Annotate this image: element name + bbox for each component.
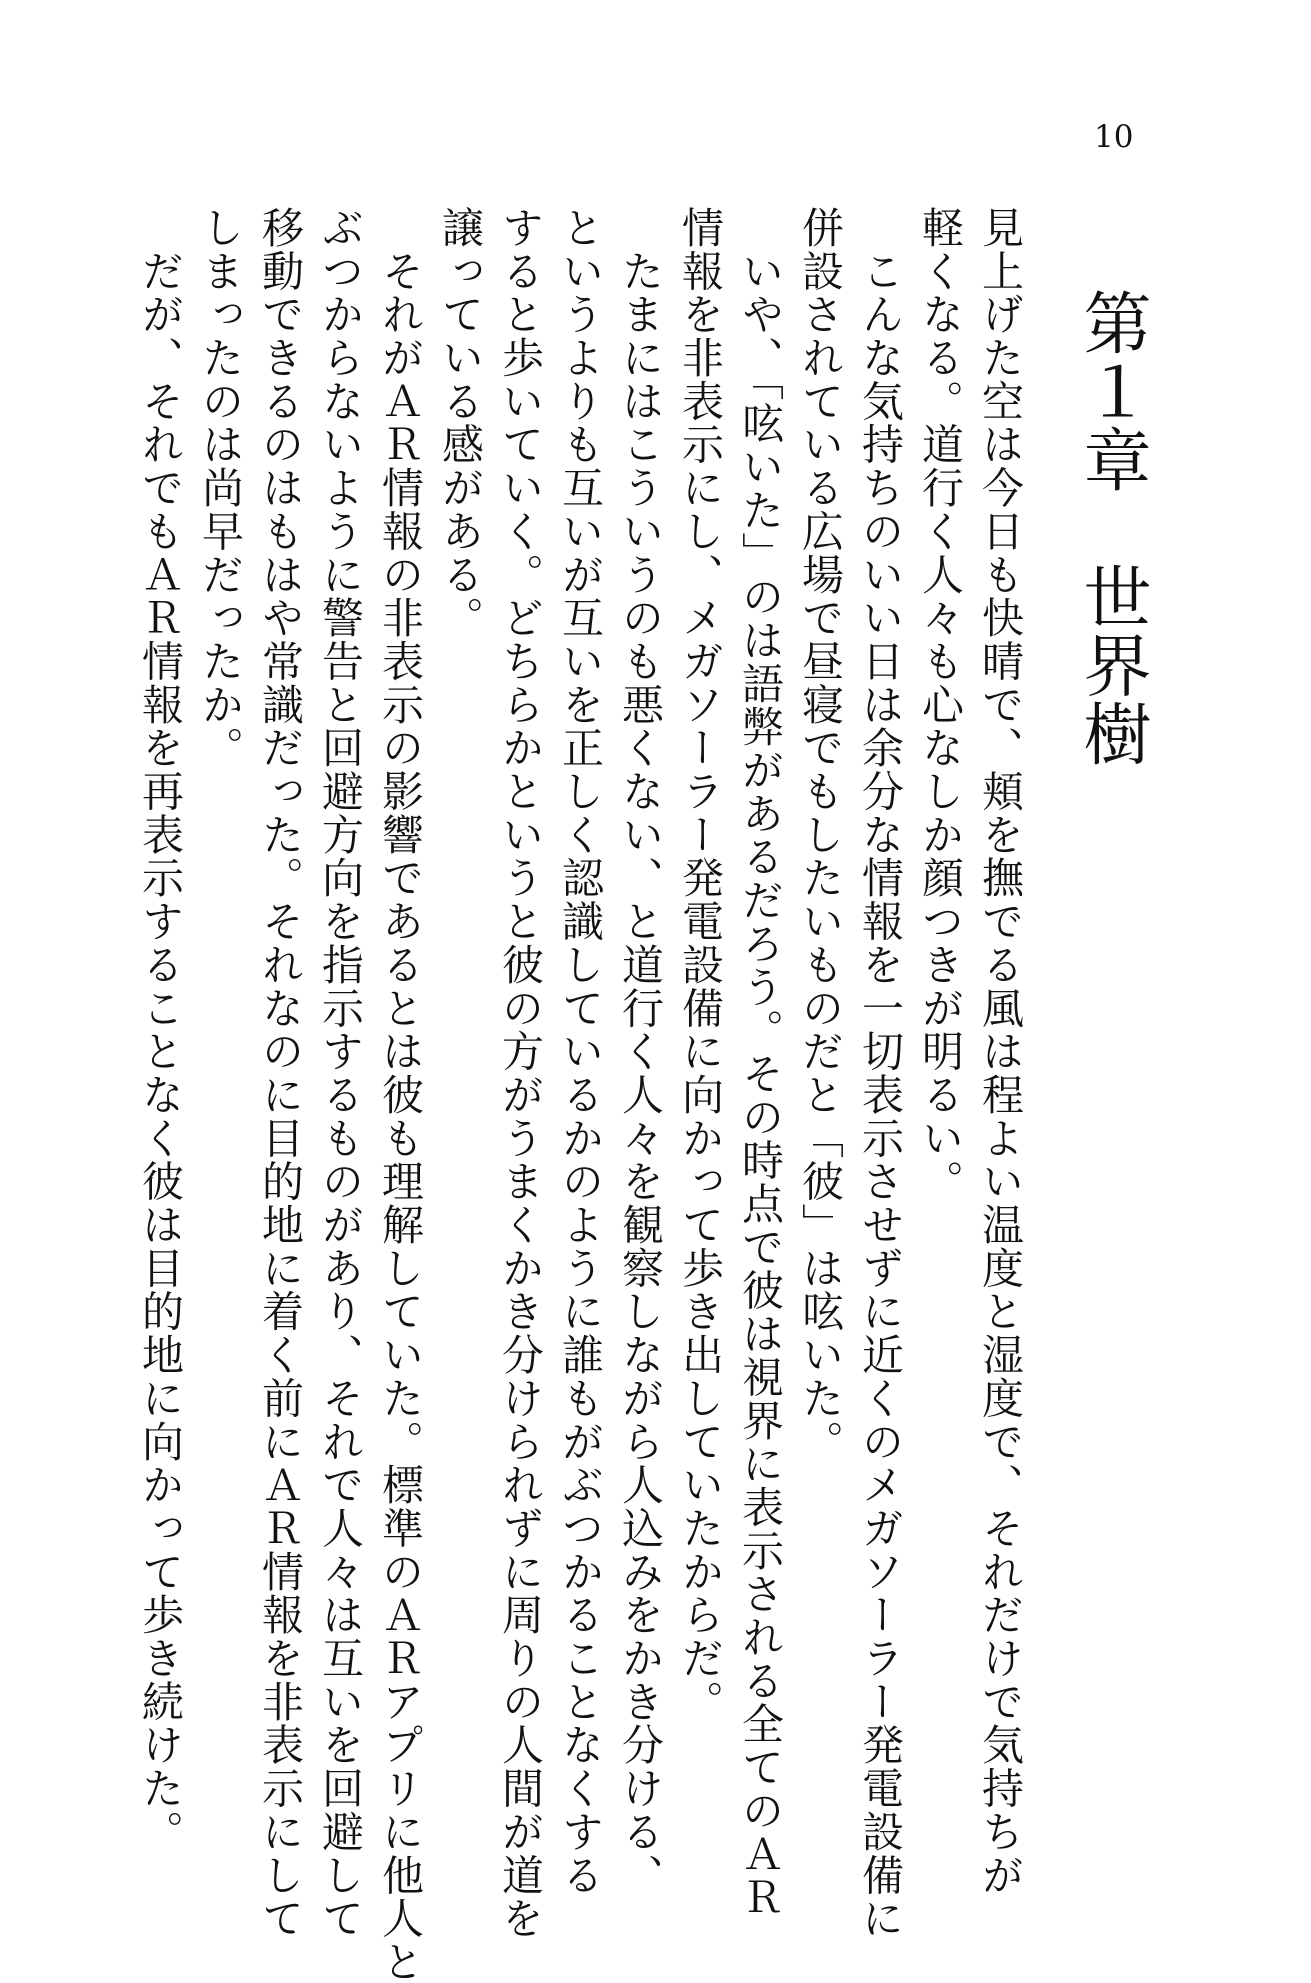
paragraph: 見上げた空は今日も快晴で、頬を撫でる風は程よい温度と湿度で、それだけで気持ちが 軽くなる。道行く人々も心なしか顔つきが明るい。 — [916, 206, 1025, 1897]
paragraph: だが、それでもＡＲ情報を再表示することなく彼は目的地に向かって歩き続けた。 — [136, 206, 185, 1854]
paragraph: こんな気持ちのいい日は余分な情報を一切表示させずに近くのメガソーラー発電設備に 併設されている広場で昼寝でもしたいものだと「彼」は呟いた。 — [796, 206, 905, 1940]
paragraph: たまにはこういうのも悪くない、と道行く人々を観察しながら人込みをかき分ける、 というよりも互いが互いを正しく認識しているかのように誰もがぶつかることなくする すると歩いていく。どちらかというと彼の方がうまくかき分けられずに周りの人間が道を 譲っている感がある。 — [436, 206, 665, 1940]
body-text — [136, 206, 1030, 1983]
paragraph: それがＡＲ情報の非表示の影響であるとは彼も理解していた。標準のＡＲアプリに他人と ぶつからないように警告と回避方向を指示するものがあり、それで人々は互いを回避して 移動できるのはもはや常識だった。それなのに目的地に着く前にＡＲ情報を非表示にして しまったのは尚早だったか。 — [196, 206, 425, 1983]
chapter-title: 第１章 世界樹 — [1072, 288, 1151, 768]
paragraph: いや、「呟いた」のは語弊があるだろう。その時点で彼は視界に表示される全てのＡＲ 情報を非表示にし、メガソーラー発電設備に向かって歩き出していたからだ。 — [676, 206, 785, 1919]
page-number: 10 — [1094, 119, 1134, 155]
